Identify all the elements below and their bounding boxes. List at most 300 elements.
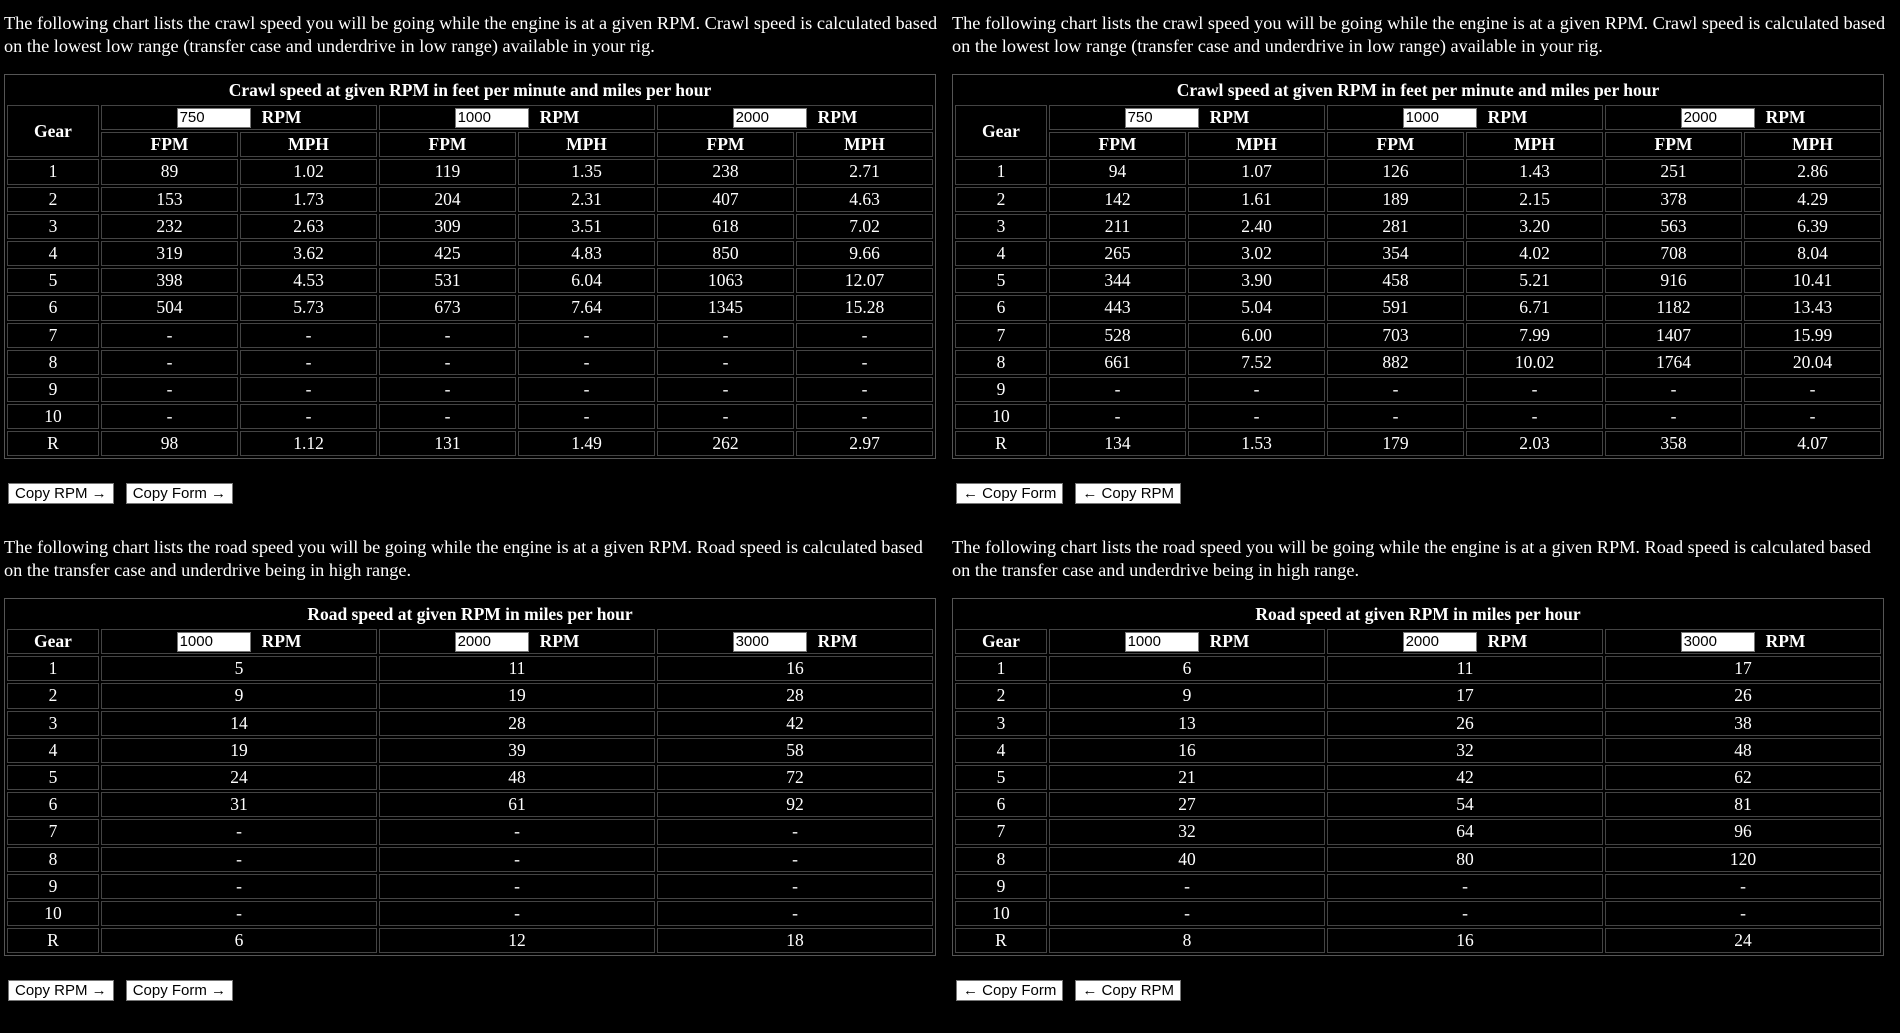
table-row — [955, 187, 1881, 212]
speed-cell: 4.83 — [518, 241, 655, 266]
speed-cell: 4.29 — [1744, 187, 1881, 212]
rpm-label: RPM — [539, 631, 580, 652]
rpm-label: RPM — [817, 107, 858, 128]
speed-cell: 262 — [657, 431, 794, 456]
speed-cell: - — [1466, 404, 1603, 429]
speed-cell: - — [101, 404, 238, 429]
rpm-header — [1327, 105, 1603, 130]
rpm-input[interactable] — [455, 108, 529, 128]
crawl-description: The following chart lists the crawl speed you will be going while the engine is at a given RPM. Crawl speed is calculated based on the lowest low range (transfer case and underdrive in low range) available in your rig. — [4, 13, 938, 56]
rpm-input[interactable] — [733, 632, 807, 652]
gear-cell: 4 — [7, 738, 99, 763]
gear-cell: 5 — [955, 268, 1047, 293]
gear-cell: 6 — [7, 295, 99, 320]
speed-cell: - — [101, 874, 377, 899]
gear-cell: 2 — [955, 683, 1047, 708]
rpm-header — [1327, 629, 1603, 654]
speed-cell: - — [1049, 404, 1186, 429]
speed-cell: - — [379, 819, 655, 844]
table-row — [955, 792, 1881, 817]
crawl-panel-left — [4, 12, 940, 504]
mph-header: MPH — [240, 132, 377, 157]
speed-cell: 16 — [1049, 738, 1325, 763]
speed-cell: - — [1188, 377, 1325, 402]
speed-cell: 12.07 — [796, 268, 933, 293]
rpm-input[interactable] — [1403, 108, 1477, 128]
table-row — [7, 656, 933, 681]
speed-cell: 11 — [1327, 656, 1603, 681]
speed-cell: - — [379, 350, 516, 375]
crawl-table — [952, 74, 1884, 459]
gear-cell: 9 — [955, 874, 1047, 899]
copy-rpm-left-button[interactable]: ← Copy RPM — [1075, 980, 1181, 1001]
road-panel-right — [952, 536, 1888, 1001]
rpm-input[interactable] — [1403, 632, 1477, 652]
speed-cell: 15.28 — [796, 295, 933, 320]
table-row — [955, 431, 1881, 456]
rpm-header — [657, 629, 933, 654]
speed-cell: 708 — [1605, 241, 1742, 266]
table-row — [955, 295, 1881, 320]
table-row — [7, 792, 933, 817]
speed-cell: 398 — [101, 268, 238, 293]
speed-cell: 8.04 — [1744, 241, 1881, 266]
speed-cell: - — [101, 847, 377, 872]
speed-cell: 6 — [1049, 656, 1325, 681]
gear-cell: 8 — [7, 350, 99, 375]
rpm-input[interactable] — [455, 632, 529, 652]
table-row — [955, 901, 1881, 926]
speed-cell: 1.61 — [1188, 187, 1325, 212]
table-row — [7, 431, 933, 456]
gear-cell: 1 — [955, 656, 1047, 681]
speed-cell: 882 — [1327, 350, 1464, 375]
rpm-label: RPM — [1487, 631, 1528, 652]
rpm-header — [657, 105, 933, 130]
copy-form-right-button[interactable]: Copy Form → — [126, 483, 233, 504]
speed-cell: 26 — [1605, 683, 1881, 708]
fpm-header: FPM — [1327, 132, 1464, 157]
road-description: The following chart lists the road speed you will be going while the engine is at a given RPM. Road speed is calculated based on the transfer case and underdrive being in high range. — [952, 537, 1871, 580]
gear-cell: 8 — [955, 350, 1047, 375]
speed-cell: - — [796, 404, 933, 429]
table-row — [955, 928, 1881, 953]
speed-cell: 179 — [1327, 431, 1464, 456]
crawl-panel-right — [952, 12, 1888, 504]
speed-cell: - — [379, 404, 516, 429]
copy-form-left-button[interactable]: ← Copy Form — [956, 980, 1063, 1001]
speed-cell: 24 — [101, 765, 377, 790]
gear-header: Gear — [955, 629, 1047, 654]
speed-cell: 48 — [379, 765, 655, 790]
speed-cell: - — [240, 350, 377, 375]
speed-cell: 1.73 — [240, 187, 377, 212]
speed-cell: 443 — [1049, 295, 1186, 320]
speed-cell: 703 — [1327, 323, 1464, 348]
speed-cell: 2.15 — [1466, 187, 1603, 212]
speed-cell: - — [101, 350, 238, 375]
gear-cell: 1 — [7, 656, 99, 681]
speed-cell: 2.86 — [1744, 159, 1881, 184]
table-row — [7, 241, 933, 266]
speed-cell: - — [1605, 377, 1742, 402]
gear-cell: 8 — [955, 847, 1047, 872]
rpm-label: RPM — [539, 107, 580, 128]
speed-cell: 32 — [1049, 819, 1325, 844]
table-row — [955, 159, 1881, 184]
speed-cell: 238 — [657, 159, 794, 184]
table-row — [955, 377, 1881, 402]
speed-cell: 661 — [1049, 350, 1186, 375]
gear-cell: 10 — [955, 901, 1047, 926]
speed-cell: 8 — [1049, 928, 1325, 953]
speed-cell: 14 — [101, 711, 377, 736]
crawl-table — [4, 74, 936, 459]
speed-cell: - — [657, 819, 933, 844]
speed-cell: 673 — [379, 295, 516, 320]
speed-cell: 7.99 — [1466, 323, 1603, 348]
speed-cell: 504 — [101, 295, 238, 320]
speed-cell: 134 — [1049, 431, 1186, 456]
speed-cell: - — [1744, 404, 1881, 429]
speed-cell: 5.21 — [1466, 268, 1603, 293]
button-row — [952, 980, 1888, 1001]
speed-cell: 6.00 — [1188, 323, 1325, 348]
rpm-header — [1049, 629, 1325, 654]
rpm-input[interactable] — [177, 632, 251, 652]
speed-cell: 916 — [1605, 268, 1742, 293]
table-row — [7, 350, 933, 375]
speed-cell: - — [240, 377, 377, 402]
table-title: Crawl speed at given RPM in feet per minute and miles per hour — [1176, 79, 1660, 100]
fpm-header: FPM — [657, 132, 794, 157]
speed-cell: 31 — [101, 792, 377, 817]
speed-cell: - — [657, 377, 794, 402]
rpm-label: RPM — [261, 107, 302, 128]
gear-cell: 5 — [955, 765, 1047, 790]
road-table — [952, 598, 1884, 956]
speed-cell: 3.51 — [518, 214, 655, 239]
copy-form-left-button[interactable]: ← Copy Form — [956, 483, 1063, 504]
rpm-input[interactable] — [1681, 108, 1755, 128]
table-row — [955, 241, 1881, 266]
table-row — [955, 683, 1881, 708]
speed-cell: - — [657, 323, 794, 348]
speed-cell: 2.71 — [796, 159, 933, 184]
speed-cell: - — [240, 404, 377, 429]
speed-cell: 119 — [379, 159, 516, 184]
gear-cell: 3 — [7, 214, 99, 239]
speed-cell: 1.12 — [240, 431, 377, 456]
speed-cell: 32 — [1327, 738, 1603, 763]
button-row — [4, 483, 940, 504]
mph-header: MPH — [1188, 132, 1325, 157]
speed-cell: 5 — [101, 656, 377, 681]
speed-cell: 16 — [657, 656, 933, 681]
speed-cell: 94 — [1049, 159, 1186, 184]
table-row — [7, 738, 933, 763]
table-row — [7, 819, 933, 844]
speed-cell: - — [657, 350, 794, 375]
speed-cell: 39 — [379, 738, 655, 763]
speed-cell: 344 — [1049, 268, 1186, 293]
gear-cell: 7 — [7, 323, 99, 348]
speed-cell: 89 — [101, 159, 238, 184]
speed-cell: 9.66 — [796, 241, 933, 266]
speed-cell: 17 — [1605, 656, 1881, 681]
speed-cell: 319 — [101, 241, 238, 266]
button-row — [952, 483, 1888, 504]
speed-cell: 591 — [1327, 295, 1464, 320]
rpm-label: RPM — [1487, 107, 1528, 128]
table-title: Crawl speed at given RPM in feet per minute and miles per hour — [228, 79, 712, 100]
speed-cell: - — [796, 350, 933, 375]
speed-cell: 1.35 — [518, 159, 655, 184]
table-row — [955, 656, 1881, 681]
speed-cell: 48 — [1605, 738, 1881, 763]
speed-cell: 21 — [1049, 765, 1325, 790]
speed-cell: 5.04 — [1188, 295, 1325, 320]
speed-cell: 1.53 — [1188, 431, 1325, 456]
speed-cell: 563 — [1605, 214, 1742, 239]
speed-cell: 28 — [657, 683, 933, 708]
speed-cell: - — [379, 323, 516, 348]
speed-cell: 26 — [1327, 711, 1603, 736]
gear-cell: 7 — [955, 323, 1047, 348]
table-row — [955, 874, 1881, 899]
rpm-label: RPM — [261, 631, 302, 652]
gear-cell: 8 — [7, 847, 99, 872]
speed-cell: - — [657, 901, 933, 926]
rpm-input[interactable] — [1125, 108, 1199, 128]
speed-cell: 7.02 — [796, 214, 933, 239]
speed-cell: 19 — [101, 738, 377, 763]
rpm-header — [379, 629, 655, 654]
gear-cell: 4 — [955, 241, 1047, 266]
speed-cell: 42 — [1327, 765, 1603, 790]
gear-cell: R — [955, 431, 1047, 456]
gear-cell: 1 — [955, 159, 1047, 184]
speed-cell: 12 — [379, 928, 655, 953]
speed-cell: 2.40 — [1188, 214, 1325, 239]
table-row — [955, 214, 1881, 239]
speed-cell: 81 — [1605, 792, 1881, 817]
mph-header: MPH — [1744, 132, 1881, 157]
mph-header: MPH — [796, 132, 933, 157]
speed-cell: 2.03 — [1466, 431, 1603, 456]
speed-cell: 204 — [379, 187, 516, 212]
gear-header: Gear — [955, 105, 1047, 157]
gear-cell: 3 — [955, 214, 1047, 239]
speed-cell: 6 — [101, 928, 377, 953]
rpm-label: RPM — [1209, 631, 1250, 652]
speed-cell: 528 — [1049, 323, 1186, 348]
table-row — [955, 765, 1881, 790]
crawl-description: The following chart lists the crawl speed you will be going while the engine is at a given RPM. Crawl speed is calculated based on the lowest low range (transfer case and underdrive in low range) available in your rig. — [952, 13, 1886, 56]
speed-cell: - — [240, 323, 377, 348]
speed-cell: - — [1327, 404, 1464, 429]
table-row — [7, 874, 933, 899]
speed-cell: 1063 — [657, 268, 794, 293]
table-row — [955, 711, 1881, 736]
speed-cell: - — [1327, 377, 1464, 402]
speed-cell: 2.31 — [518, 187, 655, 212]
speed-cell: 40 — [1049, 847, 1325, 872]
rpm-label: RPM — [1765, 631, 1806, 652]
speed-cell: 211 — [1049, 214, 1186, 239]
rpm-input[interactable] — [733, 108, 807, 128]
table-row — [955, 323, 1881, 348]
copy-rpm-left-button[interactable]: ← Copy RPM — [1075, 483, 1181, 504]
speed-cell: 6.71 — [1466, 295, 1603, 320]
speed-cell: 20.04 — [1744, 350, 1881, 375]
table-row — [7, 928, 933, 953]
speed-cell: 189 — [1327, 187, 1464, 212]
table-row — [7, 159, 933, 184]
speed-cell: - — [1605, 901, 1881, 926]
speed-cell: 16 — [1327, 928, 1603, 953]
rpm-header — [101, 629, 377, 654]
speed-cell: - — [1327, 874, 1603, 899]
table-title: Road speed at given RPM in miles per hour — [307, 603, 633, 624]
speed-cell: 1764 — [1605, 350, 1742, 375]
speed-cell: - — [101, 377, 238, 402]
rpm-header — [1605, 105, 1881, 130]
table-row — [7, 765, 933, 790]
table-row — [7, 711, 933, 736]
speed-cell: 3.62 — [240, 241, 377, 266]
speed-cell: 1407 — [1605, 323, 1742, 348]
speed-cell: 1.49 — [518, 431, 655, 456]
speed-cell: - — [1188, 404, 1325, 429]
speed-cell: 309 — [379, 214, 516, 239]
table-row — [955, 847, 1881, 872]
fpm-header: FPM — [379, 132, 516, 157]
table-row — [7, 683, 933, 708]
rpm-input[interactable] — [1125, 632, 1199, 652]
table-row — [955, 819, 1881, 844]
gear-cell: 2 — [7, 187, 99, 212]
gear-cell: 6 — [955, 792, 1047, 817]
speed-cell: 265 — [1049, 241, 1186, 266]
gear-cell: 4 — [7, 241, 99, 266]
speed-cell: 80 — [1327, 847, 1603, 872]
gear-cell: 7 — [955, 819, 1047, 844]
gear-cell: 5 — [7, 268, 99, 293]
speed-cell: - — [1327, 901, 1603, 926]
speed-cell: 5.73 — [240, 295, 377, 320]
speed-cell: 62 — [1605, 765, 1881, 790]
mph-header: MPH — [1466, 132, 1603, 157]
speed-cell: 4.07 — [1744, 431, 1881, 456]
fpm-header: FPM — [1605, 132, 1742, 157]
speed-cell: 96 — [1605, 819, 1881, 844]
speed-cell: 1.02 — [240, 159, 377, 184]
rpm-input[interactable] — [177, 108, 251, 128]
speed-cell: 17 — [1327, 683, 1603, 708]
table-row — [7, 901, 933, 926]
table-row — [7, 404, 933, 429]
speed-cell: 126 — [1327, 159, 1464, 184]
gear-cell: 7 — [7, 819, 99, 844]
table-row — [955, 268, 1881, 293]
gear-cell: 6 — [955, 295, 1047, 320]
speed-cell: 10.41 — [1744, 268, 1881, 293]
speed-cell: 232 — [101, 214, 238, 239]
table-row — [955, 738, 1881, 763]
speed-cell: - — [379, 874, 655, 899]
speed-cell: 153 — [101, 187, 238, 212]
speed-cell: 13 — [1049, 711, 1325, 736]
gear-cell: 2 — [7, 683, 99, 708]
speed-cell: 9 — [1049, 683, 1325, 708]
speed-cell: 3.90 — [1188, 268, 1325, 293]
speed-cell: 38 — [1605, 711, 1881, 736]
speed-cell: 3.20 — [1466, 214, 1603, 239]
speed-cell: - — [101, 901, 377, 926]
speed-cell: - — [379, 377, 516, 402]
speed-cell: 131 — [379, 431, 516, 456]
speed-cell: 6.39 — [1744, 214, 1881, 239]
gear-cell: 1 — [7, 159, 99, 184]
copy-rpm-right-button[interactable]: Copy RPM → — [8, 980, 114, 1001]
speed-cell: - — [518, 404, 655, 429]
rpm-input[interactable] — [1681, 632, 1755, 652]
table-row — [955, 404, 1881, 429]
speed-cell: 9 — [101, 683, 377, 708]
speed-cell: 11 — [379, 656, 655, 681]
speed-cell: - — [379, 847, 655, 872]
gear-cell: 10 — [7, 404, 99, 429]
speed-cell: 28 — [379, 711, 655, 736]
gear-cell: 5 — [7, 765, 99, 790]
fpm-header: FPM — [101, 132, 238, 157]
gear-cell: 4 — [955, 738, 1047, 763]
table-row — [7, 295, 933, 320]
copy-rpm-right-button[interactable]: Copy RPM → — [8, 483, 114, 504]
speed-cell: 407 — [657, 187, 794, 212]
speed-cell: - — [1049, 901, 1325, 926]
speed-cell: 1.07 — [1188, 159, 1325, 184]
copy-form-right-button[interactable]: Copy Form → — [126, 980, 233, 1001]
gear-cell: 3 — [7, 711, 99, 736]
gear-header: Gear — [7, 629, 99, 654]
gear-cell: 10 — [955, 404, 1047, 429]
speed-cell: 850 — [657, 241, 794, 266]
speed-cell: - — [657, 847, 933, 872]
speed-cell: - — [796, 377, 933, 402]
gear-cell: R — [7, 431, 99, 456]
speed-cell: 142 — [1049, 187, 1186, 212]
speed-cell: 2.63 — [240, 214, 377, 239]
speed-cell: - — [657, 874, 933, 899]
speed-cell: 72 — [657, 765, 933, 790]
gear-cell: R — [7, 928, 99, 953]
speed-cell: - — [1605, 874, 1881, 899]
gear-cell: 2 — [955, 187, 1047, 212]
table-row — [7, 187, 933, 212]
speed-cell: 13.43 — [1744, 295, 1881, 320]
speed-cell: 3.02 — [1188, 241, 1325, 266]
speed-cell: - — [657, 404, 794, 429]
speed-cell: 54 — [1327, 792, 1603, 817]
speed-cell: - — [518, 323, 655, 348]
speed-cell: - — [1605, 404, 1742, 429]
table-title: Road speed at given RPM in miles per hour — [1255, 603, 1581, 624]
speed-cell: 618 — [657, 214, 794, 239]
gear-cell: 9 — [7, 377, 99, 402]
rpm-label: RPM — [1765, 107, 1806, 128]
